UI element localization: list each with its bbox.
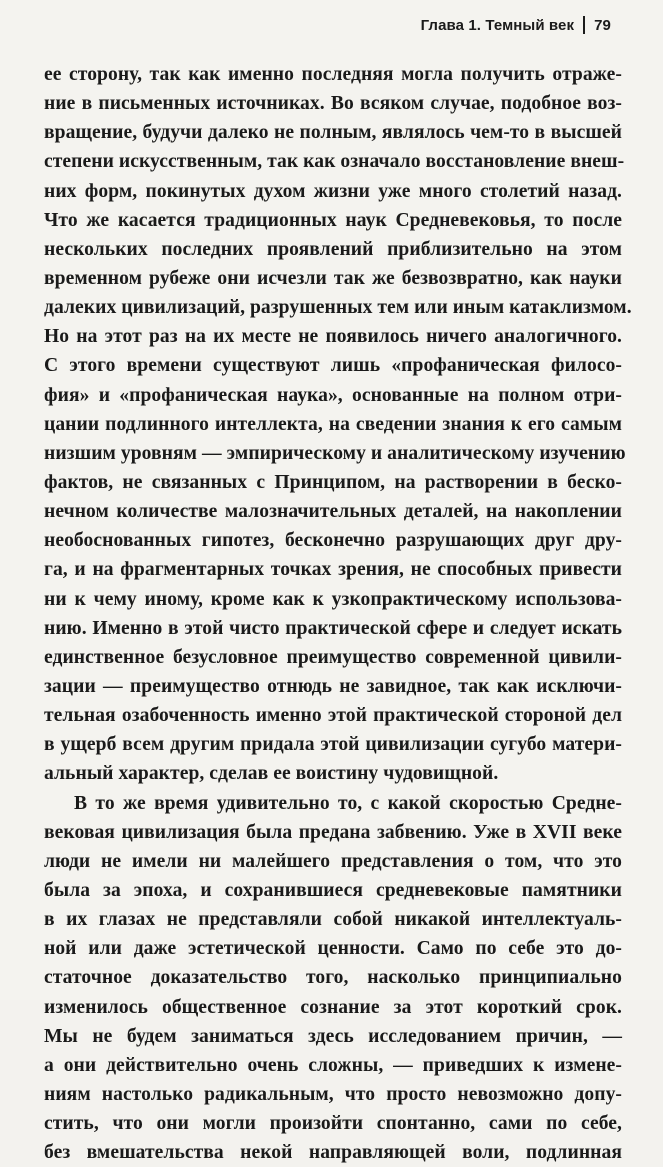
text-line: ее сторону, так как именно последняя могла получить отраже- [44,64,622,85]
text-line: ние в письменных источниках. Во всяком случае, подобное воз- [44,93,622,115]
text-line: временном рубеже они исчезли так же безвозвратно, как науки [44,267,622,289]
body-text [44,60,632,1167]
text-line: люди не имели ни малейшего представления о том, что это [44,850,622,872]
text-line: без вмешательства некой направляющей воли, подлинная [44,1142,622,1164]
text-line: в их глазах не представляли собой никакой интеллектуаль- [44,909,622,931]
page-number: 79 [594,16,611,34]
chapter-title: Глава 1. Темный век [420,16,575,34]
text-line: вращение, будучи далеко не полным, являлось чем-то в высшей [44,122,622,144]
text-line: единственное безусловное преимущество современной цивили- [44,646,622,668]
text-line: га, и на фрагментарных точках зрения, не способных привести [44,559,622,581]
text-line: была за эпоха, и сохранившиеся средневековые памятники [44,879,622,901]
text-line: Что же касается традиционных наук Средневековья, то после [44,209,622,231]
text-line: цании подлинного интеллекта, на сведении знания к его самым [44,413,622,435]
text-line: нию. Именно в этой чисто практической сфере и следует искать [44,617,622,639]
text-line: них форм, покинутых духом жизни уже много столетий назад. [44,180,622,202]
text-line: степени искусственным, так как означало восстановление внеш- [44,151,625,173]
text-line: в ущерб всем другим придала этой цивилизации сугубо матери- [44,734,622,756]
text-line: С этого времени существуют лишь «профаническая филосо- [44,355,622,377]
text-line: Но на этот раз на их месте не появилось ничего аналогичного. [44,326,622,348]
text-line: статочное доказательство того, насколько принципиально [44,967,622,989]
text-line: фактов, не связанных с Принципом, на растворении в беско- [44,471,622,493]
text-line: вековая цивилизация была предана забвению. Уже в XVII веке [44,821,622,843]
text-line: тельная озабоченность именно этой практической стороной дел [44,705,622,727]
text-line: низшим уровням — эмпирическому и аналитическому изучению [44,442,626,464]
running-header [421,16,611,34]
text-line: далеких цивилизаций, разрушенных тем или иным катаклизмом. [44,297,632,319]
text-line: В то же время удивительно то, с какой скоростью Средне- [74,792,622,814]
text-line: стить, что они могли произойти спонтанно, сами по себе, [44,1113,622,1135]
text-line: Мы не будем заниматься здесь исследованием причин, — [44,1025,622,1047]
text-line: альный характер, сделав ее воистину чудовищной. [44,763,499,785]
text-line: а они действительно очень сложны, — приведших к измене- [44,1054,622,1076]
text-line: ниям настолько радикальным, что просто невозможно допу- [44,1083,622,1105]
text-line: ной или даже эстетической ценности. Само по себе это до- [44,938,622,960]
text-line: необоснованных гипотез, бесконечно разрушающих друг дру- [44,530,622,552]
text-line: изменилось общественное сознание за этот короткий срок. [44,996,622,1018]
paragraph [44,789,622,1167]
text-line: зации — преимущество отнюдь не завидное, так как исключи- [44,675,622,697]
text-line: фия» и «профаническая наука», основанные на полном отри- [44,384,622,406]
text-line: нечном количестве малозначительных деталей, на накоплении [44,501,622,523]
text-line: нескольких последних проявлений приблизительно на этом [44,238,622,260]
text-line: ни к чему иному, кроме как к узкопрактическому использова- [44,588,622,610]
paragraph [44,60,632,789]
header-divider [583,16,585,34]
